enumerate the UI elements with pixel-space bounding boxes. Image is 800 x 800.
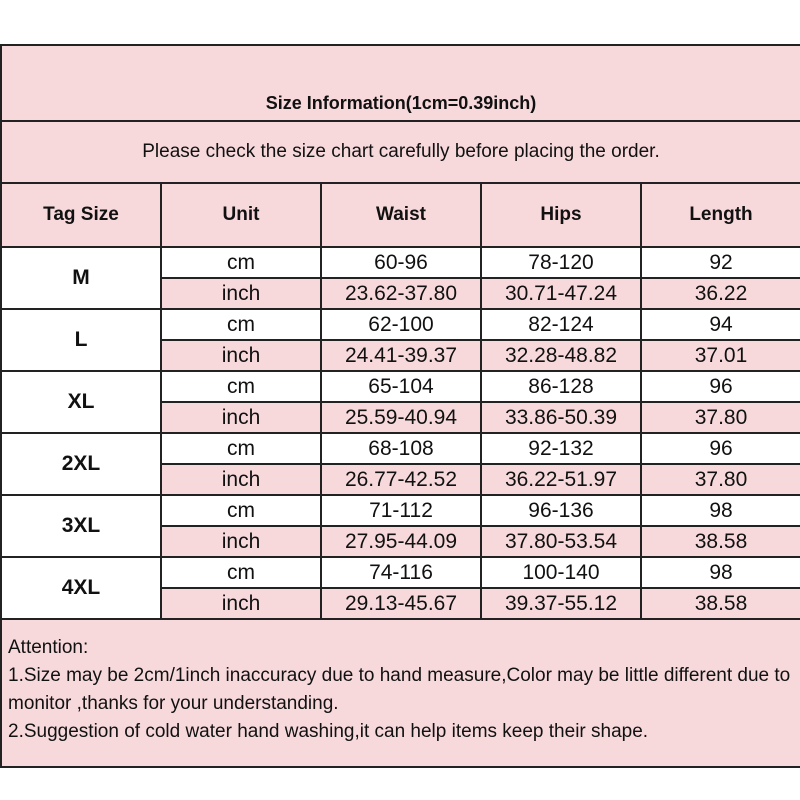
unit-cell: cm xyxy=(161,495,321,526)
waist-cell: 29.13-45.67 xyxy=(321,588,481,619)
attention-heading: Attention: xyxy=(8,637,89,658)
unit-cell: inch xyxy=(161,340,321,371)
column-header-length: Length xyxy=(641,183,800,247)
hips-cell: 36.22-51.97 xyxy=(481,464,641,495)
unit-cell: cm xyxy=(161,557,321,588)
waist-cell: 25.59-40.94 xyxy=(321,402,481,433)
chart-title: Size Information(1cm=0.39inch) xyxy=(1,45,800,121)
column-header-waist: Waist xyxy=(321,183,481,247)
hips-cell: 100-140 xyxy=(481,557,641,588)
waist-cell: 62-100 xyxy=(321,309,481,340)
table-row xyxy=(1,557,800,588)
unit-cell: inch xyxy=(161,402,321,433)
waist-cell: 68-108 xyxy=(321,433,481,464)
hips-cell: 96-136 xyxy=(481,495,641,526)
length-cell: 38.58 xyxy=(641,588,800,619)
column-header-hips: Hips xyxy=(481,183,641,247)
table-row xyxy=(1,433,800,464)
chart-notice: Please check the size chart carefully before placing the order. xyxy=(1,121,800,183)
table-row xyxy=(1,371,800,402)
length-cell: 36.22 xyxy=(641,278,800,309)
tag-size-cell: XL xyxy=(1,371,161,433)
attention-line-2: 2.Suggestion of cold water hand washing,it can help items keep their shape. xyxy=(8,721,649,742)
length-cell: 94 xyxy=(641,309,800,340)
column-header-tag-size: Tag Size xyxy=(1,183,161,247)
unit-cell: inch xyxy=(161,464,321,495)
hips-cell: 92-132 xyxy=(481,433,641,464)
hips-cell: 30.71-47.24 xyxy=(481,278,641,309)
length-cell: 98 xyxy=(641,495,800,526)
attention-line-1: 1.Size may be 2cm/1inch inaccuracy due to hand measure,Color may be little different due to monitor ,thanks for your understanding. xyxy=(8,665,791,714)
length-cell: 96 xyxy=(641,433,800,464)
waist-cell: 27.95-44.09 xyxy=(321,526,481,557)
tag-size-cell: 3XL xyxy=(1,495,161,557)
hips-cell: 78-120 xyxy=(481,247,641,278)
hips-cell: 39.37-55.12 xyxy=(481,588,641,619)
unit-cell: inch xyxy=(161,278,321,309)
tag-size-cell: 2XL xyxy=(1,433,161,495)
table-row xyxy=(1,247,800,278)
tag-size-cell: M xyxy=(1,247,161,309)
waist-cell: 26.77-42.52 xyxy=(321,464,481,495)
waist-cell: 24.41-39.37 xyxy=(321,340,481,371)
attention-notes xyxy=(1,619,800,767)
length-cell: 98 xyxy=(641,557,800,588)
unit-cell: inch xyxy=(161,526,321,557)
hips-cell: 86-128 xyxy=(481,371,641,402)
column-header-unit: Unit xyxy=(161,183,321,247)
unit-cell: cm xyxy=(161,309,321,340)
waist-cell: 71-112 xyxy=(321,495,481,526)
length-cell: 38.58 xyxy=(641,526,800,557)
unit-cell: inch xyxy=(161,588,321,619)
table-row xyxy=(1,495,800,526)
waist-cell: 74-116 xyxy=(321,557,481,588)
hips-cell: 32.28-48.82 xyxy=(481,340,641,371)
table-row xyxy=(1,309,800,340)
tag-size-cell: 4XL xyxy=(1,557,161,619)
length-cell: 37.01 xyxy=(641,340,800,371)
waist-cell: 60-96 xyxy=(321,247,481,278)
hips-cell: 82-124 xyxy=(481,309,641,340)
waist-cell: 65-104 xyxy=(321,371,481,402)
length-cell: 96 xyxy=(641,371,800,402)
waist-cell: 23.62-37.80 xyxy=(321,278,481,309)
tag-size-cell: L xyxy=(1,309,161,371)
length-cell: 92 xyxy=(641,247,800,278)
size-table xyxy=(0,44,800,768)
size-chart xyxy=(0,44,800,758)
unit-cell: cm xyxy=(161,433,321,464)
header-row xyxy=(1,183,800,247)
hips-cell: 37.80-53.54 xyxy=(481,526,641,557)
length-cell: 37.80 xyxy=(641,464,800,495)
hips-cell: 33.86-50.39 xyxy=(481,402,641,433)
length-cell: 37.80 xyxy=(641,402,800,433)
unit-cell: cm xyxy=(161,371,321,402)
unit-cell: cm xyxy=(161,247,321,278)
